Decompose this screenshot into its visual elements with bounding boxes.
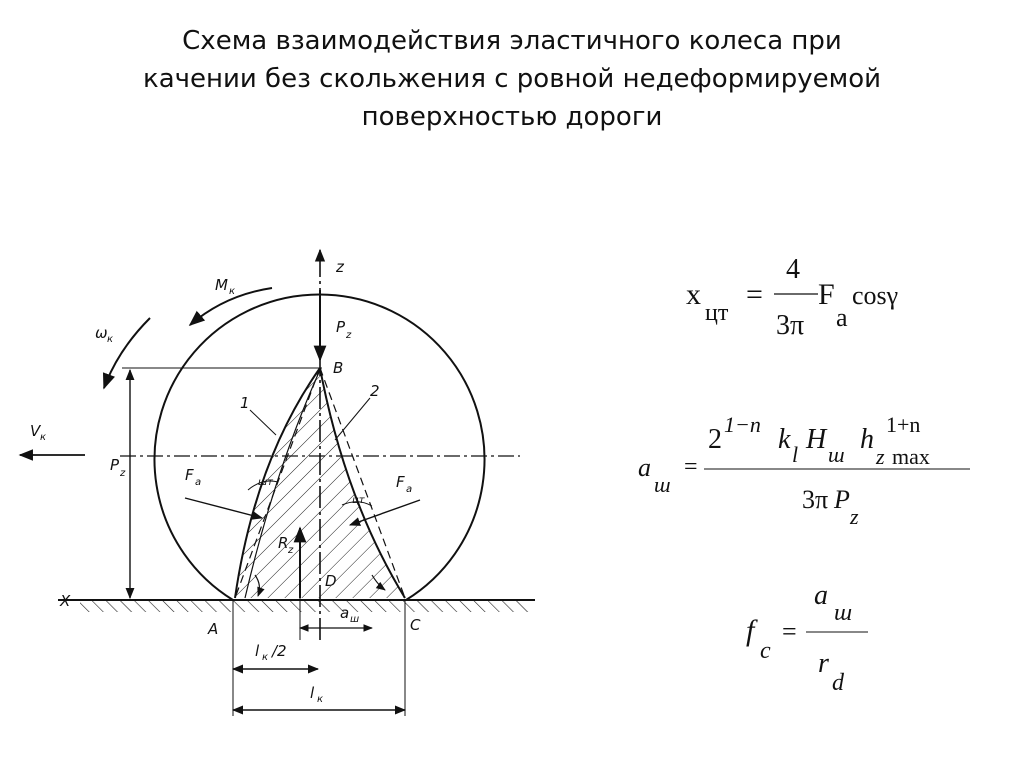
f1-F: F — [818, 278, 835, 311]
leader-line-1 — [250, 410, 276, 435]
f2-P-sub: z — [850, 504, 859, 529]
fa-right-label: F — [396, 473, 405, 491]
f2-k: k — [778, 424, 791, 455]
f2-a-sub: ш — [654, 472, 671, 497]
pz-left-label: P — [110, 456, 120, 474]
f2-H: H — [806, 424, 827, 455]
ash-label: a — [340, 604, 350, 622]
point-B-label: B — [333, 359, 344, 377]
fa-left-label-sub: a — [195, 477, 202, 488]
pz-left-label-sub: z — [120, 468, 126, 479]
fa-left-arrow — [185, 498, 262, 518]
vk-label-sub: к — [40, 432, 47, 443]
f3-a-sub: ш — [834, 600, 853, 626]
leader-line-2 — [335, 398, 370, 440]
f2-two: 2 — [708, 424, 722, 455]
rz-label: R — [278, 534, 289, 552]
f2-max: max — [892, 444, 930, 469]
formula-f-c — [746, 580, 868, 696]
mk-label-sub: к — [229, 286, 236, 297]
point-D-label: D — [325, 572, 337, 590]
pz-top-label-sub: z — [346, 330, 352, 341]
curve-2-label: 2 — [370, 382, 380, 400]
lk-half-label-sub: к — [262, 652, 269, 663]
f1-cos: cosγ — [852, 281, 899, 310]
f1-F-sub: a — [836, 303, 848, 332]
f1-eq: = — [746, 278, 763, 311]
point-A-label: A — [208, 620, 219, 638]
f2-den-3pi: 3π — [802, 485, 829, 514]
curve-1-label: 1 — [240, 394, 250, 412]
ground-hatching — [80, 601, 530, 612]
f3-r: r — [818, 648, 829, 679]
f2-P: P — [834, 485, 850, 514]
f3-f: f — [746, 614, 755, 647]
lk-label-sub: к — [317, 694, 324, 705]
f2-exp1: 1−n — [724, 412, 761, 437]
title-line-2: качении без скольжения с ровной недеформируемой — [142, 64, 882, 94]
f3-a: a — [814, 580, 828, 611]
wk-label: ω — [95, 324, 108, 342]
point-C-label: C — [410, 616, 421, 634]
title-line-1: Схема взаимодействия эластичного колеса при — [182, 26, 842, 56]
lk-half-label: l — [255, 642, 260, 660]
f2-exp2: 1+n — [886, 412, 921, 437]
f3-f-sub: c — [760, 638, 771, 664]
sht-right-label: цт — [352, 495, 365, 506]
f3-r-sub: d — [832, 670, 844, 696]
f2-a: a — [638, 453, 651, 482]
f1-x: x — [686, 278, 701, 311]
pz-top-label: P — [336, 318, 346, 336]
fa-right-label-sub: a — [406, 484, 413, 495]
x-axis-label: X — [60, 592, 71, 610]
wk-angular-arrow — [104, 318, 150, 388]
f3-eq: = — [782, 617, 797, 646]
f1-den: 3π — [776, 310, 805, 341]
f2-eq: = — [684, 454, 698, 480]
mk-label: M — [215, 276, 228, 294]
formula-x-ct — [686, 254, 898, 341]
fa-left-label: F — [185, 466, 194, 484]
f1-x-sub: цт — [705, 300, 729, 326]
ash-label-sub: ш — [350, 614, 360, 625]
wk-label-sub: к — [107, 334, 114, 345]
lk-label: l — [310, 684, 315, 702]
title-line-3: поверхностью дороги — [361, 102, 663, 132]
f2-h-sub: z — [876, 444, 885, 469]
z-axis-label: z — [336, 258, 344, 276]
formula-a-sh — [638, 412, 970, 529]
f1-num: 4 — [786, 254, 800, 285]
sht-left-label: шт — [258, 477, 273, 488]
lk-half-label-tail: /2 — [272, 642, 287, 660]
f2-h: h — [860, 424, 874, 455]
rz-label-sub: z — [288, 545, 294, 556]
f2-k-sub: l — [792, 442, 799, 467]
f2-H-sub: ш — [828, 442, 845, 467]
vk-label: V — [30, 422, 41, 440]
